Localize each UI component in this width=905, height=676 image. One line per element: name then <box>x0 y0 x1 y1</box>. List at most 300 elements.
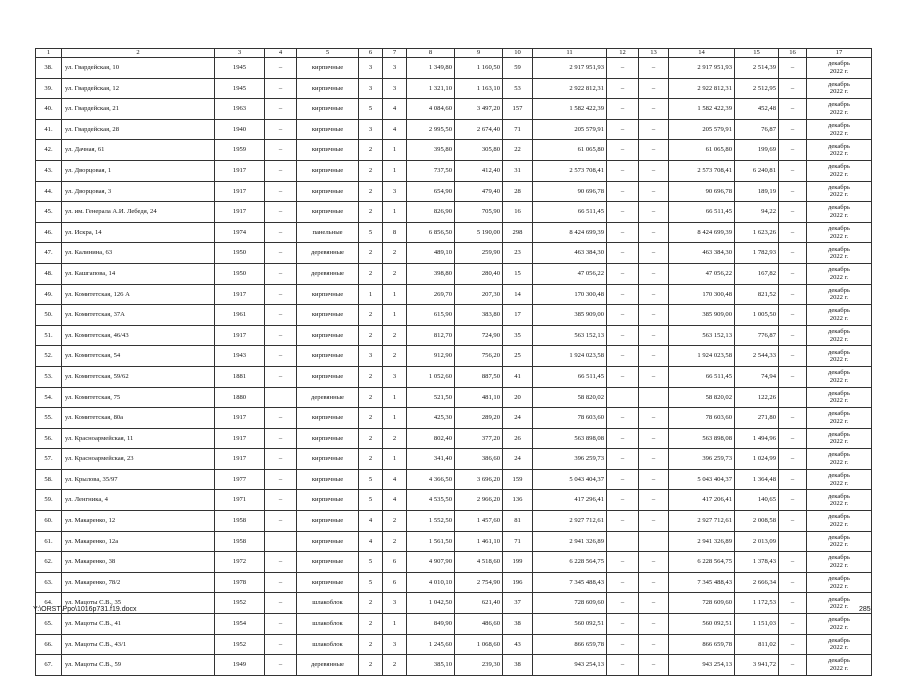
address-cell: ул. Комитетская, 54 <box>62 346 215 367</box>
deadline-month: декабрь <box>828 389 850 397</box>
col13-cell: – <box>639 593 669 614</box>
column-header-2: 2 <box>62 49 215 58</box>
cost-per-m2-cell: 1 782,93 <box>735 243 779 264</box>
total-area-cell: 4 907,90 <box>407 552 455 573</box>
total-cost-cell: 563 152,13 <box>533 325 607 346</box>
col12-cell: – <box>607 552 639 573</box>
col12-cell: – <box>607 99 639 120</box>
total-area-cell: 912,90 <box>407 346 455 367</box>
deadline-month: декабрь <box>828 348 850 356</box>
deadline-year: 2022 г. <box>829 541 849 549</box>
col12-cell: – <box>607 634 639 655</box>
col13-cell: – <box>639 511 669 532</box>
entrances-cell: 6 <box>383 552 407 573</box>
total-area-cell: 654,90 <box>407 181 455 202</box>
living-area-cell: 756,20 <box>455 346 503 367</box>
row-number: 49. <box>36 284 62 305</box>
floors-cell: 3 <box>359 346 383 367</box>
col13-cell: – <box>639 243 669 264</box>
col4-cell: – <box>265 202 297 223</box>
col12-cell: – <box>607 593 639 614</box>
deadline-cell <box>807 490 872 511</box>
total-area-cell: 4 366,50 <box>407 469 455 490</box>
address-cell: ул. Комитетская, 37А <box>62 305 215 326</box>
deadline-year: 2022 г. <box>829 191 849 199</box>
deadline-year: 2022 г. <box>829 459 849 467</box>
deadline-year: 2022 г. <box>829 644 849 652</box>
total-cost-cell: 205 579,91 <box>533 119 607 140</box>
column-header-6: 6 <box>359 49 383 58</box>
col16-cell: – <box>779 572 807 593</box>
deadline-year: 2022 г. <box>829 562 849 570</box>
table-row <box>36 181 872 202</box>
residents-cell: 41 <box>503 366 533 387</box>
deadline-cell <box>807 305 872 326</box>
col16-cell: – <box>779 366 807 387</box>
residents-cell: 199 <box>503 552 533 573</box>
col13-cell: – <box>639 469 669 490</box>
year-cell: 1917 <box>215 160 265 181</box>
total-area-cell: 4 010,10 <box>407 572 455 593</box>
residents-cell: 81 <box>503 511 533 532</box>
cost-per-m2-cell: 2 544,33 <box>735 346 779 367</box>
address-cell: ул. Макаренко, 38 <box>62 552 215 573</box>
cost-per-m2-cell: 1 364,48 <box>735 469 779 490</box>
total-cost-cell: 560 092,51 <box>533 614 607 635</box>
table-row <box>36 325 872 346</box>
address-cell: ул. Дачная, 61 <box>62 140 215 161</box>
funds-cell: 66 511,45 <box>669 366 735 387</box>
cost-per-m2-cell: 122,26 <box>735 387 779 408</box>
col4-cell: – <box>265 305 297 326</box>
col12-cell: – <box>607 243 639 264</box>
column-header-12: 12 <box>607 49 639 58</box>
floors-cell: 2 <box>359 408 383 429</box>
living-area-cell: 1 461,10 <box>455 531 503 552</box>
col13-cell: – <box>639 366 669 387</box>
deadline-month: декабрь <box>828 410 850 418</box>
material-cell: кирпичные <box>297 78 359 99</box>
cost-per-m2-cell: 6 240,81 <box>735 160 779 181</box>
living-area-cell: 2 966,20 <box>455 490 503 511</box>
deadline-cell <box>807 78 872 99</box>
living-area-cell: 887,50 <box>455 366 503 387</box>
entrances-cell: 1 <box>383 140 407 161</box>
deadline-year: 2022 г. <box>829 665 849 673</box>
cost-per-m2-cell: 776,87 <box>735 325 779 346</box>
deadline-month: декабрь <box>828 492 850 500</box>
col4-cell: – <box>265 99 297 120</box>
table-row <box>36 140 872 161</box>
year-cell: 1961 <box>215 305 265 326</box>
row-number: 57. <box>36 449 62 470</box>
address-cell: ул. Макаренко, 12 <box>62 511 215 532</box>
table-row <box>36 408 872 429</box>
residents-cell: 298 <box>503 222 533 243</box>
funds-cell: 2 917 951,93 <box>669 58 735 79</box>
deadline-cell <box>807 119 872 140</box>
total-cost-cell: 6 228 564,75 <box>533 552 607 573</box>
year-cell: 1945 <box>215 78 265 99</box>
table-row <box>36 119 872 140</box>
floors-cell: 5 <box>359 552 383 573</box>
table-row <box>36 531 872 552</box>
address-cell: ул. Мацоты С.В., 43/1 <box>62 634 215 655</box>
floors-cell: 2 <box>359 140 383 161</box>
deadline-year: 2022 г. <box>829 273 849 281</box>
material-cell: кирпичные <box>297 99 359 120</box>
floors-cell: 2 <box>359 428 383 449</box>
year-cell: 1917 <box>215 284 265 305</box>
funds-cell: 61 065,80 <box>669 140 735 161</box>
row-number: 48. <box>36 263 62 284</box>
address-cell: ул. Комитетская, 126 А <box>62 284 215 305</box>
deadline-cell <box>807 511 872 532</box>
address-cell: ул. Гвардейская, 12 <box>62 78 215 99</box>
funds-cell: 866 659,78 <box>669 634 735 655</box>
col13-cell: – <box>639 181 669 202</box>
col4-cell <box>265 387 297 408</box>
deadline-year: 2022 г. <box>829 150 849 158</box>
living-area-cell: 383,80 <box>455 305 503 326</box>
address-cell: ул. Искра, 14 <box>62 222 215 243</box>
row-number: 55. <box>36 408 62 429</box>
material-cell: деревянные <box>297 387 359 408</box>
col12-cell: – <box>607 140 639 161</box>
total-cost-cell: 8 424 699,39 <box>533 222 607 243</box>
col13-cell: – <box>639 263 669 284</box>
address-cell: ул. Ленгника, 4 <box>62 490 215 511</box>
living-area-cell: 386,60 <box>455 449 503 470</box>
entrances-cell: 1 <box>383 449 407 470</box>
column-header-13: 13 <box>639 49 669 58</box>
deadline-cell <box>807 140 872 161</box>
year-cell: 1963 <box>215 99 265 120</box>
deadline-month: декабрь <box>828 472 850 480</box>
cost-per-m2-cell: 821,52 <box>735 284 779 305</box>
year-cell: 1917 <box>215 428 265 449</box>
address-cell: ул. Дворцовая, 3 <box>62 181 215 202</box>
deadline-cell <box>807 243 872 264</box>
total-area-cell: 737,50 <box>407 160 455 181</box>
col4-cell: – <box>265 490 297 511</box>
address-cell: ул. Комитетская, 80а <box>62 408 215 429</box>
address-cell: ул. Дворцовая, 1 <box>62 160 215 181</box>
col13-cell: – <box>639 655 669 676</box>
cost-per-m2-cell: 76,87 <box>735 119 779 140</box>
entrances-cell: 2 <box>383 346 407 367</box>
table-row <box>36 58 872 79</box>
row-number: 47. <box>36 243 62 264</box>
total-cost-cell: 2 917 951,93 <box>533 58 607 79</box>
living-area-cell: 5 190,00 <box>455 222 503 243</box>
col13-cell: – <box>639 490 669 511</box>
total-area-cell: 4 084,60 <box>407 99 455 120</box>
deadline-year: 2022 г. <box>829 520 849 528</box>
col12-cell: – <box>607 428 639 449</box>
deadline-cell <box>807 387 872 408</box>
cost-per-m2-cell: 94,22 <box>735 202 779 223</box>
deadline-year: 2022 г. <box>829 417 849 425</box>
material-cell: кирпичные <box>297 346 359 367</box>
deadline-cell <box>807 366 872 387</box>
row-number: 50. <box>36 305 62 326</box>
deadline-month: декабрь <box>828 224 850 232</box>
entrances-cell: 4 <box>383 469 407 490</box>
total-cost-cell: 728 609,60 <box>533 593 607 614</box>
col16-cell: – <box>779 449 807 470</box>
total-area-cell: 1 042,50 <box>407 593 455 614</box>
total-cost-cell: 170 300,48 <box>533 284 607 305</box>
material-cell: шлакоблок <box>297 593 359 614</box>
deadline-cell <box>807 58 872 79</box>
material-cell: кирпичные <box>297 490 359 511</box>
table-row <box>36 469 872 490</box>
entrances-cell: 1 <box>383 284 407 305</box>
floors-cell: 2 <box>359 263 383 284</box>
entrances-cell: 8 <box>383 222 407 243</box>
deadline-year: 2022 г. <box>829 356 849 364</box>
deadline-month: декабрь <box>828 533 850 541</box>
row-number: 44. <box>36 181 62 202</box>
material-cell: деревянные <box>297 655 359 676</box>
col16-cell <box>779 531 807 552</box>
residents-cell: 24 <box>503 408 533 429</box>
deadline-cell <box>807 346 872 367</box>
living-area-cell: 724,90 <box>455 325 503 346</box>
deadline-year: 2022 г. <box>829 211 849 219</box>
residents-cell: 71 <box>503 119 533 140</box>
col13-cell: – <box>639 160 669 181</box>
material-cell: кирпичные <box>297 202 359 223</box>
year-cell: 1959 <box>215 140 265 161</box>
table-row <box>36 202 872 223</box>
total-cost-cell: 1 582 422,39 <box>533 99 607 120</box>
funds-cell: 463 384,30 <box>669 243 735 264</box>
residents-cell: 38 <box>503 614 533 635</box>
deadline-month: декабрь <box>828 430 850 438</box>
col12-cell: – <box>607 366 639 387</box>
total-cost-cell: 58 820,02 <box>533 387 607 408</box>
total-cost-cell: 563 898,08 <box>533 428 607 449</box>
col12-cell: – <box>607 58 639 79</box>
row-number: 51. <box>36 325 62 346</box>
residents-cell: 31 <box>503 160 533 181</box>
funds-cell: 90 696,78 <box>669 181 735 202</box>
total-cost-cell: 1 924 023,58 <box>533 346 607 367</box>
material-cell: кирпичные <box>297 119 359 140</box>
deadline-month: декабрь <box>828 513 850 521</box>
col13-cell: – <box>639 449 669 470</box>
column-header-3: 3 <box>215 49 265 58</box>
entrances-cell: 2 <box>383 428 407 449</box>
total-cost-cell: 2 927 712,61 <box>533 511 607 532</box>
entrances-cell: 3 <box>383 58 407 79</box>
entrances-cell: 1 <box>383 614 407 635</box>
col4-cell: – <box>265 469 297 490</box>
entrances-cell: 2 <box>383 263 407 284</box>
living-area-cell: 259,90 <box>455 243 503 264</box>
row-number: 53. <box>36 366 62 387</box>
floors-cell: 4 <box>359 531 383 552</box>
residents-cell: 25 <box>503 346 533 367</box>
funds-cell: 563 152,13 <box>669 325 735 346</box>
total-area-cell: 4 535,50 <box>407 490 455 511</box>
housing-register-table <box>35 48 872 676</box>
total-cost-cell: 417 296,41 <box>533 490 607 511</box>
entrances-cell: 1 <box>383 305 407 326</box>
row-number: 64. <box>36 593 62 614</box>
total-cost-cell: 61 065,80 <box>533 140 607 161</box>
column-header-1: 1 <box>36 49 62 58</box>
col16-cell: – <box>779 99 807 120</box>
col12-cell: – <box>607 408 639 429</box>
deadline-cell <box>807 408 872 429</box>
table-row <box>36 490 872 511</box>
deadline-month: декабрь <box>828 636 850 644</box>
living-area-cell: 705,90 <box>455 202 503 223</box>
col16-cell: – <box>779 614 807 635</box>
material-cell: кирпичные <box>297 366 359 387</box>
living-area-cell: 1 163,10 <box>455 78 503 99</box>
address-cell: ул. Красноармейская, 23 <box>62 449 215 470</box>
total-area-cell: 385,10 <box>407 655 455 676</box>
table-row <box>36 552 872 573</box>
floors-cell: 2 <box>359 305 383 326</box>
col4-cell <box>265 531 297 552</box>
floors-cell: 2 <box>359 243 383 264</box>
living-area-cell: 486,60 <box>455 614 503 635</box>
row-number: 43. <box>36 160 62 181</box>
total-area-cell: 812,70 <box>407 325 455 346</box>
row-number: 45. <box>36 202 62 223</box>
col4-cell: – <box>265 428 297 449</box>
table-row <box>36 305 872 326</box>
deadline-month: декабрь <box>828 101 850 109</box>
entrances-cell: 2 <box>383 243 407 264</box>
total-area-cell: 1 245,60 <box>407 634 455 655</box>
table-row <box>36 449 872 470</box>
material-cell: кирпичные <box>297 140 359 161</box>
col16-cell: – <box>779 593 807 614</box>
funds-cell: 78 603,60 <box>669 408 735 429</box>
floors-cell: 5 <box>359 572 383 593</box>
year-cell: 1978 <box>215 572 265 593</box>
funds-cell: 396 259,73 <box>669 449 735 470</box>
col13-cell <box>639 387 669 408</box>
deadline-year: 2022 г. <box>829 582 849 590</box>
address-cell: ул. Мацоты С.В., 41 <box>62 614 215 635</box>
deadline-cell <box>807 572 872 593</box>
funds-cell: 2 922 812,31 <box>669 78 735 99</box>
deadline-year: 2022 г. <box>829 397 849 405</box>
deadline-month: декабрь <box>828 183 850 191</box>
row-number: 66. <box>36 634 62 655</box>
deadline-year: 2022 г. <box>829 603 849 611</box>
total-area-cell: 1 349,80 <box>407 58 455 79</box>
table-row <box>36 428 872 449</box>
col16-cell: – <box>779 140 807 161</box>
col4-cell: – <box>265 552 297 573</box>
col16-cell: – <box>779 160 807 181</box>
residents-cell: 43 <box>503 634 533 655</box>
deadline-cell <box>807 202 872 223</box>
total-area-cell: 341,40 <box>407 449 455 470</box>
total-cost-cell: 5 043 404,37 <box>533 469 607 490</box>
table-row <box>36 78 872 99</box>
deadline-month: декабрь <box>828 657 850 665</box>
table-row <box>36 634 872 655</box>
table-row <box>36 346 872 367</box>
address-cell: ул. Кашгапова, 14 <box>62 263 215 284</box>
living-area-cell: 305,80 <box>455 140 503 161</box>
total-area-cell: 802,40 <box>407 428 455 449</box>
deadline-month: декабрь <box>828 80 850 88</box>
funds-cell: 560 092,51 <box>669 614 735 635</box>
total-area-cell: 1 561,50 <box>407 531 455 552</box>
col13-cell: – <box>639 346 669 367</box>
deadline-cell <box>807 99 872 120</box>
col12-cell: – <box>607 119 639 140</box>
col16-cell: – <box>779 78 807 99</box>
floors-cell: 5 <box>359 469 383 490</box>
residents-cell: 71 <box>503 531 533 552</box>
year-cell: 1940 <box>215 119 265 140</box>
entrances-cell: 1 <box>383 160 407 181</box>
living-area-cell: 3 696,20 <box>455 469 503 490</box>
col16-cell: – <box>779 655 807 676</box>
column-header-16: 16 <box>779 49 807 58</box>
funds-cell: 170 300,48 <box>669 284 735 305</box>
floors-cell: 5 <box>359 222 383 243</box>
col4-cell: – <box>265 284 297 305</box>
col13-cell: – <box>639 614 669 635</box>
living-area-cell: 2 674,40 <box>455 119 503 140</box>
table-row <box>36 99 872 120</box>
cost-per-m2-cell: 271,80 <box>735 408 779 429</box>
entrances-cell: 3 <box>383 593 407 614</box>
col12-cell: – <box>607 511 639 532</box>
entrances-cell: 1 <box>383 202 407 223</box>
col4-cell: – <box>265 263 297 284</box>
cost-per-m2-cell: 811,02 <box>735 634 779 655</box>
year-cell: 1917 <box>215 325 265 346</box>
year-cell: 1917 <box>215 449 265 470</box>
col13-cell: – <box>639 78 669 99</box>
col12-cell: – <box>607 263 639 284</box>
column-header-11: 11 <box>533 49 607 58</box>
col12-cell: – <box>607 325 639 346</box>
year-cell: 1880 <box>215 387 265 408</box>
floors-cell: 5 <box>359 99 383 120</box>
col4-cell: – <box>265 325 297 346</box>
year-cell: 1954 <box>215 614 265 635</box>
material-cell: кирпичные <box>297 428 359 449</box>
col4-cell: – <box>265 366 297 387</box>
year-cell: 1958 <box>215 531 265 552</box>
year-cell: 1881 <box>215 366 265 387</box>
material-cell: кирпичные <box>297 305 359 326</box>
col4-cell: – <box>265 222 297 243</box>
deadline-cell <box>807 469 872 490</box>
floors-cell: 2 <box>359 160 383 181</box>
deadline-month: декабрь <box>828 451 850 459</box>
floors-cell: 3 <box>359 119 383 140</box>
funds-cell: 58 820,02 <box>669 387 735 408</box>
living-area-cell: 280,40 <box>455 263 503 284</box>
col13-cell: – <box>639 202 669 223</box>
col13-cell: – <box>639 99 669 120</box>
